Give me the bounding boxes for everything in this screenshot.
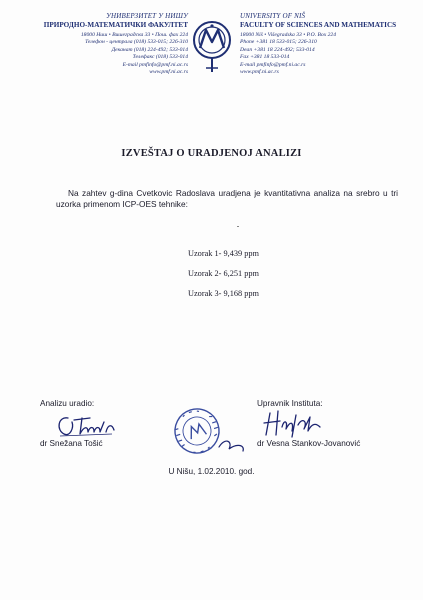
result-item-sample-1: Uzorak 1- 9,439 ppm: [188, 249, 259, 258]
website-line: www.pmf.ni.ac.rs: [240, 69, 279, 76]
dean-line: Dean +381 18 224-492; 533-014: [240, 46, 315, 53]
faculty-name-lat: FACULTY OF SCIENCES AND MATHEMATICS: [240, 21, 397, 29]
address-line: 18000 Niš • Višegradska 33 • P.O. Box 224: [240, 32, 337, 38]
dean-line: Деканат (018) 224-492; 533-014: [111, 46, 188, 53]
analyst-signature-icon: [54, 412, 116, 440]
director-name: dr Vesna Stankov-Jovanović: [257, 439, 361, 448]
phone-line: Телефон - централа (018) 533-015; 226-310: [85, 39, 188, 46]
director-label: Upravnik Instituta:: [257, 399, 323, 408]
email-line: E-mail pmfinfo@pmf.ni.ac.rs: [122, 61, 188, 68]
results-list: [188, 248, 259, 308]
faculty-name-cyr: ПРИРОДНО-МАТЕМАТИЧКИ ФАКУЛТЕТ: [43, 21, 188, 29]
place-and-date: U Nišu, 1.02.2010. god.: [168, 467, 255, 476]
address-line: 18000 Ниш • Вишеградска 33 • Пош. фах 224: [80, 32, 188, 38]
analyst-name: dr Snežana Tošić: [40, 439, 103, 448]
fax-line: Телефакс (018) 533-014: [132, 54, 188, 61]
faculty-seal-logo-icon: [192, 18, 232, 74]
university-name-lat: UNIVERSITY OF NIŠ: [240, 12, 306, 20]
website-line: www.pmf.ni.ac.rs: [149, 69, 188, 76]
stray-dot: [237, 226, 239, 227]
letterhead-right: [240, 12, 405, 76]
university-name-cyr: УНИВЕРЗИТЕТ У НИШУ: [106, 12, 188, 20]
analyst-label: Analizu uradio:: [40, 399, 95, 408]
phone-line: Phone +381 18 533-015; 226-310: [240, 39, 317, 46]
director-signature-icon: [258, 407, 324, 441]
result-item-sample-3: Uzorak 3- 9,168 ppm: [188, 289, 259, 298]
result-item-sample-2: Uzorak 2- 6,251 ppm: [188, 269, 259, 278]
report-body-paragraph: Na zahtev g-dina Cvetkovic Radoslava uradjena je kvantitativna analiza na srebro u tri uzorka primenom ICP-OES tehnike:: [56, 188, 398, 209]
fax-line: Fax +381 18 533-014: [240, 54, 290, 61]
official-stamp-icon: [163, 401, 251, 461]
report-title: IZVEŠTAJ O URADJENOJ ANALIZI: [121, 148, 302, 159]
email-line: E-mail pmfinfo@pmf.ni.ac.rs: [240, 61, 306, 68]
letterhead-left: [26, 12, 188, 76]
